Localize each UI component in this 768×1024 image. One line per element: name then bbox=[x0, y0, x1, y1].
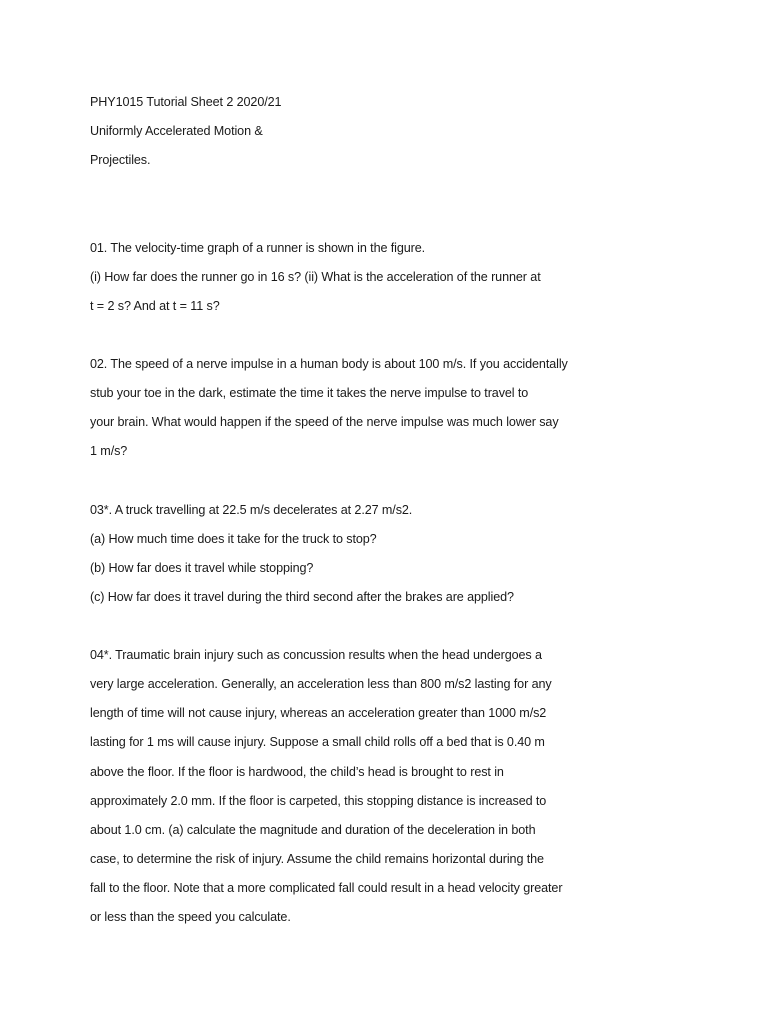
question-2-line-2: stub your toe in the dark, estimate the time it takes the nerve impulse to travel to bbox=[90, 386, 529, 400]
question-3-part-c: (c) How far does it travel during the third second after the brakes are applied? bbox=[90, 590, 514, 604]
document-subtitle-continued: Projectiles. bbox=[90, 153, 151, 167]
question-4-line-5: above the floor. If the floor is hardwood, the child’s head is brought to rest in bbox=[90, 765, 504, 779]
question-2-line-3: your brain. What would happen if the speed of the nerve impulse was much lower say bbox=[90, 415, 559, 429]
question-1-line-3: t = 2 s? And at t = 11 s? bbox=[90, 299, 220, 313]
question-4-line-1: 04*. Traumatic brain injury such as concussion results when the head undergoes a bbox=[90, 648, 542, 662]
question-4-line-7: about 1.0 cm. (a) calculate the magnitude and duration of the deceleration in both bbox=[90, 823, 536, 837]
question-1-line-1: 01. The velocity-time graph of a runner is shown in the figure. bbox=[90, 241, 426, 255]
question-2-line-4: 1 m/s? bbox=[90, 444, 128, 458]
question-3-part-b: (b) How far does it travel while stopping? bbox=[90, 561, 314, 575]
question-2-line-1: 02. The speed of a nerve impulse in a human body is about 100 m/s. If you accidentally bbox=[90, 357, 568, 371]
question-1-line-2: (i) How far does the runner go in 16 s? (ii) What is the acceleration of the runner at bbox=[90, 270, 541, 284]
question-4-line-10: or less than the speed you calculate. bbox=[90, 910, 291, 924]
question-4-line-2: very large acceleration. Generally, an acceleration less than 800 m/s2 lasting for any bbox=[90, 677, 552, 691]
question-3-part-a: (a) How much time does it take for the truck to stop? bbox=[90, 532, 377, 546]
question-4-line-6: approximately 2.0 mm. If the floor is carpeted, this stopping distance is increased to bbox=[90, 794, 547, 808]
document-subtitle: Uniformly Accelerated Motion & bbox=[90, 124, 263, 138]
question-4-line-9: fall to the floor. Note that a more complicated fall could result in a head velocity greater bbox=[90, 881, 563, 895]
question-3-line-1: 03*. A truck travelling at 22.5 m/s decelerates at 2.27 m/s2. bbox=[90, 503, 413, 517]
document-title: PHY1015 Tutorial Sheet 2 2020/21 bbox=[90, 95, 282, 109]
question-4-line-4: lasting for 1 ms will cause injury. Suppose a small child rolls off a bed that is 0.40 m bbox=[90, 735, 545, 749]
question-4-line-3: length of time will not cause injury, whereas an acceleration greater than 1000 m/s2 bbox=[90, 706, 547, 720]
question-4-line-8: case, to determine the risk of injury. Assume the child remains horizontal during the bbox=[90, 852, 544, 866]
